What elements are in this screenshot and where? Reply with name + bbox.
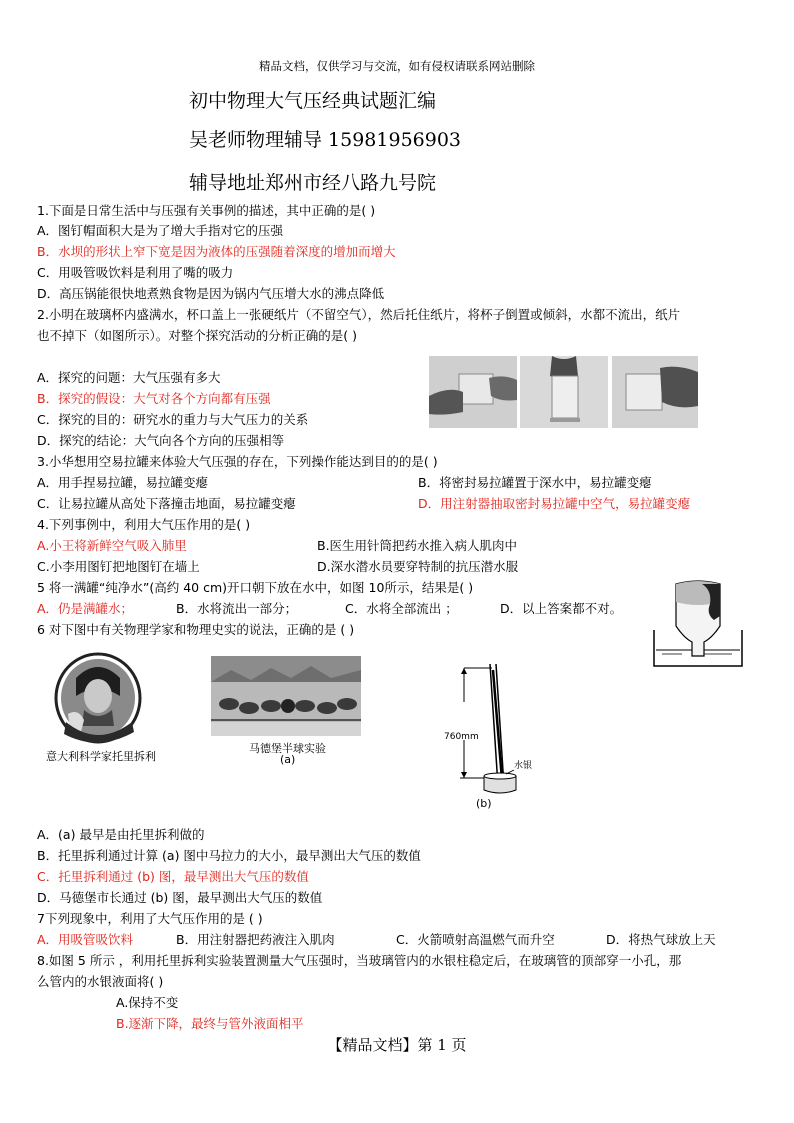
q4-option-c: C.小李用图钉把地图钉在墙上	[37, 559, 200, 574]
q2-option-c: C．探究的目的：研究水的重力与大气压力的关系	[37, 412, 309, 427]
q3-option-b: B．将密封易拉罐置于深水中，易拉罐变瘪	[418, 475, 652, 490]
torricelli-tube-figure	[440, 660, 533, 800]
tutoring-address: 辅导地址郑州市经八路九号院	[189, 172, 437, 194]
q1-option-c: C．用吸管吸饮料是利用了嘴的吸力	[37, 265, 234, 280]
q2-option-a: A．探究的问题：大气压强有多大	[37, 370, 221, 385]
q7-option-d: D．将热气球放上天	[606, 932, 716, 947]
portrait-caption: 意大利科学家托里拆利	[46, 750, 156, 763]
q1-option-b-answer: B．水坝的形状上窄下宽是因为液体的压强随着深度的增加而增大	[37, 244, 396, 259]
cup-experiment-photo-1	[429, 356, 517, 428]
mercury-label: 水银	[514, 761, 533, 771]
q4-option-a-answer: A.小王将新鲜空气吸入肺里	[37, 538, 187, 553]
q3-option-a: A．用手捏易拉罐，易拉罐变瘪	[37, 475, 209, 490]
q6-option-a: A．(a) 最早是由托里拆利做的	[37, 827, 205, 842]
q6-stem: 6 对下图中有关物理学家和物理史实的说法，正确的是 ( )	[37, 622, 355, 637]
q1-option-d: D．高压锅能很快地煮熟食物是因为锅内气压增大水的沸点降低	[37, 286, 385, 301]
inverted-bottle-figure	[652, 580, 744, 670]
q7-stem: 7下列现象中，利用了大气压作用的是 ( )	[37, 911, 263, 926]
q5-option-d: D．以上答案都不对。	[500, 601, 623, 616]
q3-stem: 3.小华想用空易拉罐来体验大气压强的存在，下列操作能达到目的的是( )	[37, 454, 438, 469]
q8-stem-line1: 8.如图 5 所示 ，利用托里拆利实验装置测量大气压强时，当玻璃管内的水银柱稳定后，在玻璃管的顶部穿一小孔，那	[37, 953, 682, 968]
figure-a-label: (a)	[280, 753, 296, 766]
q5-option-b: B．水将流出一部分；	[176, 601, 298, 616]
q2-stem-line1: 2.小明在玻璃杯内盛满水，杯口盖上一张硬纸片（不留空气），然后托住纸片，将杯子倒置或倾斜，水都不流出，纸片	[37, 307, 681, 322]
q5-option-c: C．水将全部流出 ；	[345, 601, 458, 616]
q6-option-b: B．托里拆利通过计算 (a) 图中马拉力的大小，最早测出大气压的数值	[37, 848, 421, 863]
q2-option-b-answer: B．探究的假设：大气对各个方向都有压强	[37, 391, 271, 406]
figure-b-label: (b)	[476, 797, 492, 810]
magdeburg-engraving	[211, 656, 361, 736]
page-title: 初中物理大气压经典试题汇编	[189, 90, 437, 112]
q5-stem: 5 将一满罐“纯净水”(高约 40 cm)开口朝下放在水中，如图 10所示，结果是( )	[37, 580, 474, 595]
q1-stem: 1.下面是日常生活中与压强有关事例的描述，其中正确的是( )	[37, 203, 376, 218]
cup-experiment-photo-3	[612, 356, 698, 428]
q3-option-c: C．让易拉罐从高处下落撞击地面，易拉罐变瘪	[37, 496, 296, 511]
q7-option-c: C．火箭喷射高温燃气而升空	[396, 932, 555, 947]
q2-option-d: D．探究的结论：大气向各个方向的压强相等	[37, 433, 285, 448]
q4-stem: 4.下列事例中，利用大气压作用的是( )	[37, 517, 251, 532]
q7-option-a-answer: A．用吸管吸饮料	[37, 932, 134, 947]
q3-option-d-answer: D．用注射器抽取密封易拉罐中空气，易拉罐变瘪	[418, 496, 691, 511]
q7-option-b: B．用注射器把药液注入肌肉	[176, 932, 335, 947]
q6-option-c-answer: C．托里拆利通过 (b) 图，最早测出大气压的数值	[37, 869, 309, 884]
page-footer: 【精品文档】第 1 页	[327, 1036, 467, 1054]
cup-experiment-photo-2	[520, 356, 608, 428]
q8-stem-line2: 么管内的水银液面将( )	[37, 974, 164, 989]
q6-option-d: D．马德堡市长通过 (b) 图，最早测出大气压的数值	[37, 890, 323, 905]
q5-option-a-answer: A．仍是满罐水；	[37, 601, 134, 616]
q2-stem-line2: 也不掉下（如图所示）。对整个探究活动的分析正确的是( )	[37, 328, 357, 343]
teacher-contact: 吴老师物理辅导 15981956903	[189, 129, 462, 151]
q1-option-a: A．图钉帽面积大是为了增大手指对它的压强	[37, 223, 284, 238]
q4-option-b: B.医生用针筒把药水推入病人肌肉中	[317, 538, 518, 553]
q8-option-b-answer: B.逐渐下降，最终与管外液面相平	[116, 1016, 304, 1031]
height-760mm-label: 760mm	[444, 732, 479, 742]
torricelli-portrait	[54, 652, 142, 744]
magdeburg-caption: 马德堡半球实验	[249, 742, 326, 755]
watermark: 精品文档，仅供学习与交流，如有侵权请联系网站删除	[259, 59, 535, 73]
q4-option-d: D.深水潜水员要穿特制的抗压潜水服	[317, 559, 519, 574]
q8-option-a: A.保持不变	[116, 995, 179, 1010]
